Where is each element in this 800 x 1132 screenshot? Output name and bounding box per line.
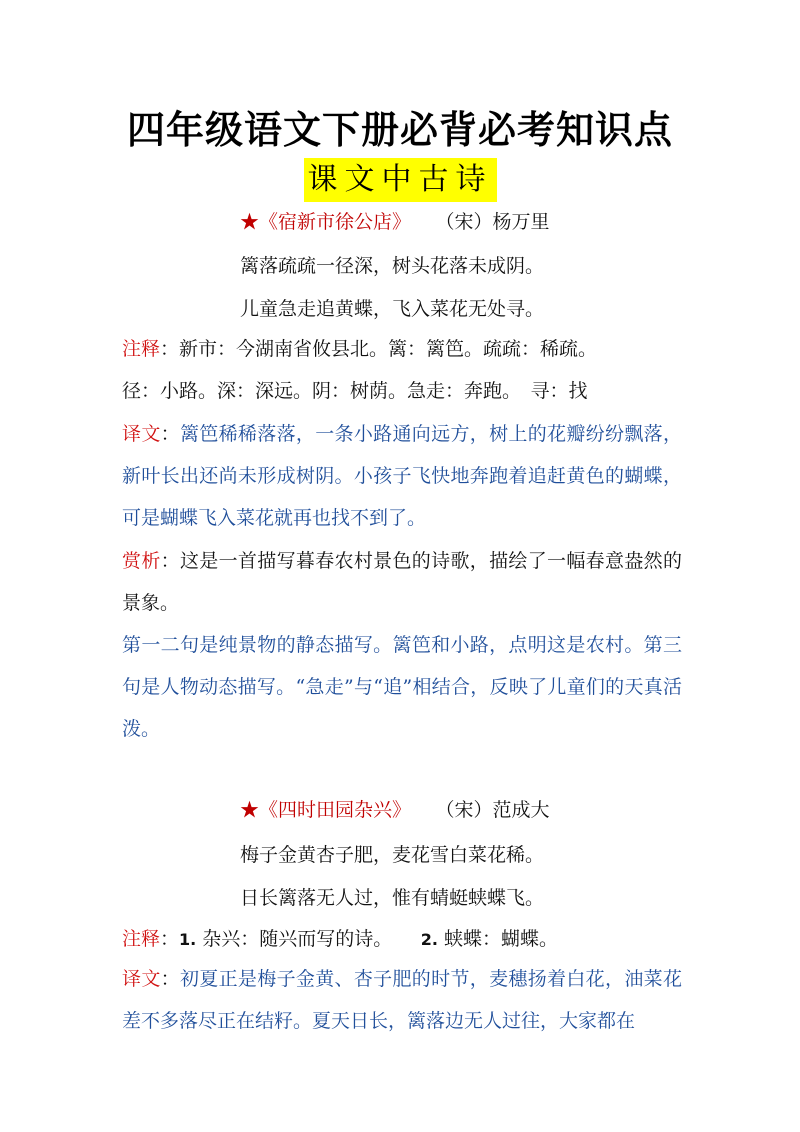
poem-2-verse-1: 梅子金黄杏子肥，麦花雪白菜花稀。	[240, 844, 545, 866]
poem-1-translation: 译文：篱笆稀稀落落，一条小路通向远方，树上的花瓣纷纷飘落，新叶长出还尚未形成树阴。小孩子飞快地奔跑着追赶黄色的蝴蝶，可是蝴蝶飞入菜花就再也找不到了。	[122, 423, 682, 529]
note-2-text: 蛱蝶：蝴蝶。	[438, 928, 559, 950]
poem-1-appreciation: 赏析：这是一首描写暮春农村景色的诗歌，描绘了一幅春意盎然的景象。	[122, 550, 682, 614]
poem-1-author: （宋）杨万里	[445, 211, 550, 233]
poem-1-notes	[122, 328, 682, 412]
poem-1-analysis: 第一二句是纯景物的静态描写。篱笆和小路，点明这是农村。第三句是人物动态描写。“急走”与“追”相结合，反映了儿童们的天真活泼。	[122, 634, 682, 740]
notes-label: 注释	[122, 928, 161, 950]
poem-2-notes: 注释：1. 杂兴：随兴而写的诗。 2. 蛱蝶：蝴蝶。	[122, 928, 559, 950]
note-2-number: 2.	[420, 930, 439, 949]
note-1-text: 杂兴：随兴而写的诗。	[196, 928, 421, 950]
poem-2-verse-2: 日长篱落无人过，惟有蜻蜓蛱蝶飞。	[240, 887, 545, 909]
poem-1-verse-1: 篱落疏疏一径深，树头花落未成阴。	[240, 255, 545, 277]
star-icon: ★	[240, 211, 260, 233]
subtitle-container	[0, 158, 800, 202]
poem-1-title: 《宿新市徐公店》	[259, 211, 412, 233]
section-subtitle-highlighted: 课文中古诗	[304, 158, 497, 202]
translation-label: 译文	[122, 423, 161, 445]
note-1-number: 1.	[179, 930, 197, 949]
translation-text: 篱笆稀稀落落，一条小路通向远方，树上的花瓣纷纷飘落，新叶长出还尚未形成树阴。小孩子飞快地奔跑着追赶黄色的蝴蝶，可是蝴蝶飞入菜花就再也找不到了。	[122, 423, 682, 529]
poem-2-header	[240, 797, 550, 823]
poem-2-title: 《四时田园杂兴》	[259, 799, 412, 821]
star-icon: ★	[240, 799, 260, 821]
notes-line-1: ：新市：今湖南省攸县北。篱：篱笆。疏疏：稀疏。	[160, 338, 598, 360]
poem-2-author: （宋）范成大	[445, 799, 550, 821]
poem-1-header	[240, 209, 550, 235]
notes-line-2: 径：小路。深：深远。阴：树荫。急走：奔跑。 寻：找	[122, 380, 588, 402]
poem-1-verse-2: 儿童急走追黄蝶，飞入菜花无处寻。	[240, 298, 545, 320]
appreciation-label: 赏析	[122, 550, 161, 572]
notes-label: 注释	[122, 338, 161, 360]
poem-2-translation: 译文：初夏正是梅子金黄、杏子肥的时节，麦穗扬着白花，油菜花差不多落尽正在结籽。夏天日长，篱落边无人过往，大家都在	[122, 968, 682, 1032]
appreciation-text: 这是一首描写暮春农村景色的诗歌，描绘了一幅春意盎然的景象。	[122, 550, 682, 614]
translation-label: 译文	[122, 968, 161, 990]
document-title: 四年级语文下册必背必考知识点	[126, 108, 673, 152]
translation-text: 初夏正是梅子金黄、杏子肥的时节，麦穗扬着白花，油菜花差不多落尽正在结籽。夏天日长，篱落边无人过往，大家都在	[122, 968, 682, 1032]
